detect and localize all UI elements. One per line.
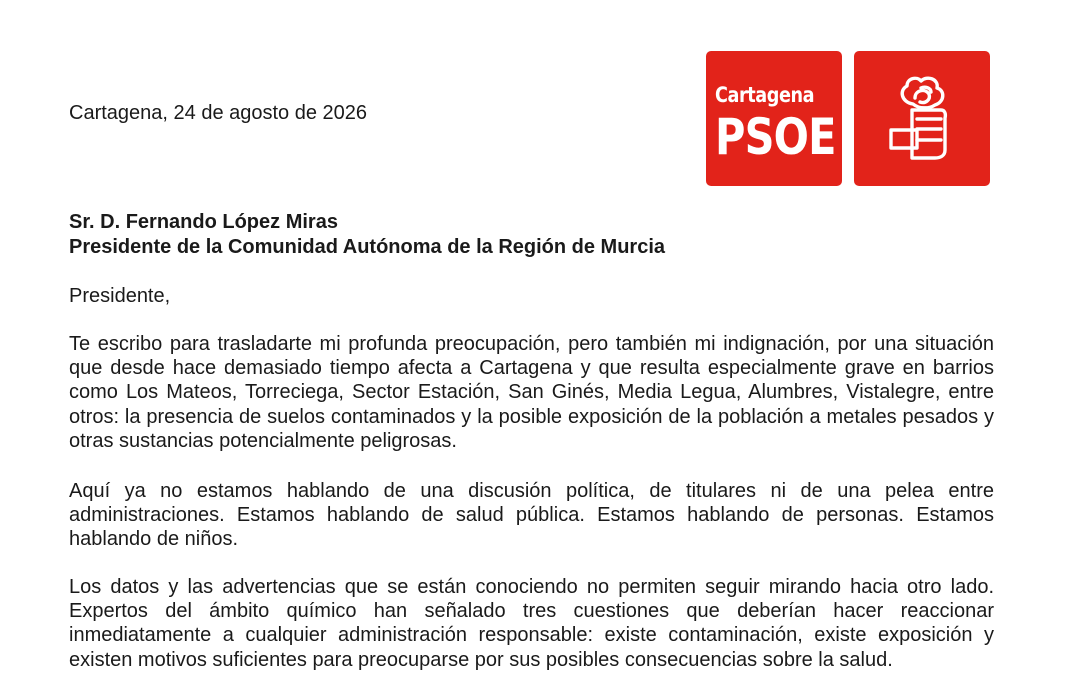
psoe-cartagena-logo: [706, 51, 842, 186]
letter-paragraph: Te escribo para trasladarte mi profunda preocupación, pero también mi indignación, por una situación que desde hace demasiado tiempo afecta a Cartagena y que resulta especialmente grave en barrios como Los Mateos, Torreciega, Sector Estación, San Ginés, Media Legua, Alumbres, Vistalegre, entre otros: la presencia de suelos contaminados y la posible exposición de la población a metales pesados y otras sustancias potencialmente peligrosas.: [69, 333, 994, 452]
letter-paragraph: Los datos y las advertencias que se están conociendo no permiten seguir mirando hacia otro lado. Expertos del ámbito químico han señalado tres cuestiones que deberían hacer reaccionar inmediatamente a cualquier administración responsable: existe contaminación, existe exposición y existen motivos suficientes para preocuparse por sus posibles consecuencias sobre la salud.: [69, 576, 994, 671]
logo-city-text: Cartagena: [715, 83, 815, 107]
logo-party-text: PSOE: [715, 108, 836, 166]
letter-date: Cartagena, 24 de agosto de 2026: [69, 102, 368, 124]
addressee-title: Presidente de la Comunidad Autónoma de la Región de Murcia: [69, 236, 666, 258]
rose-fist-icon: [885, 74, 953, 162]
addressee-name: Sr. D. Fernando López Miras: [69, 211, 338, 233]
letter-greeting: Presidente,: [69, 285, 171, 307]
psoe-emblem-logo: [854, 51, 990, 186]
letter-paragraph: Aquí ya no estamos hablando de una discusión política, de titulares ni de una pelea entre administraciones. Estamos hablando de salud pública. Estamos hablando de personas. Estamos hablando de niños.: [69, 480, 994, 551]
addressee-block: [69, 210, 665, 260]
